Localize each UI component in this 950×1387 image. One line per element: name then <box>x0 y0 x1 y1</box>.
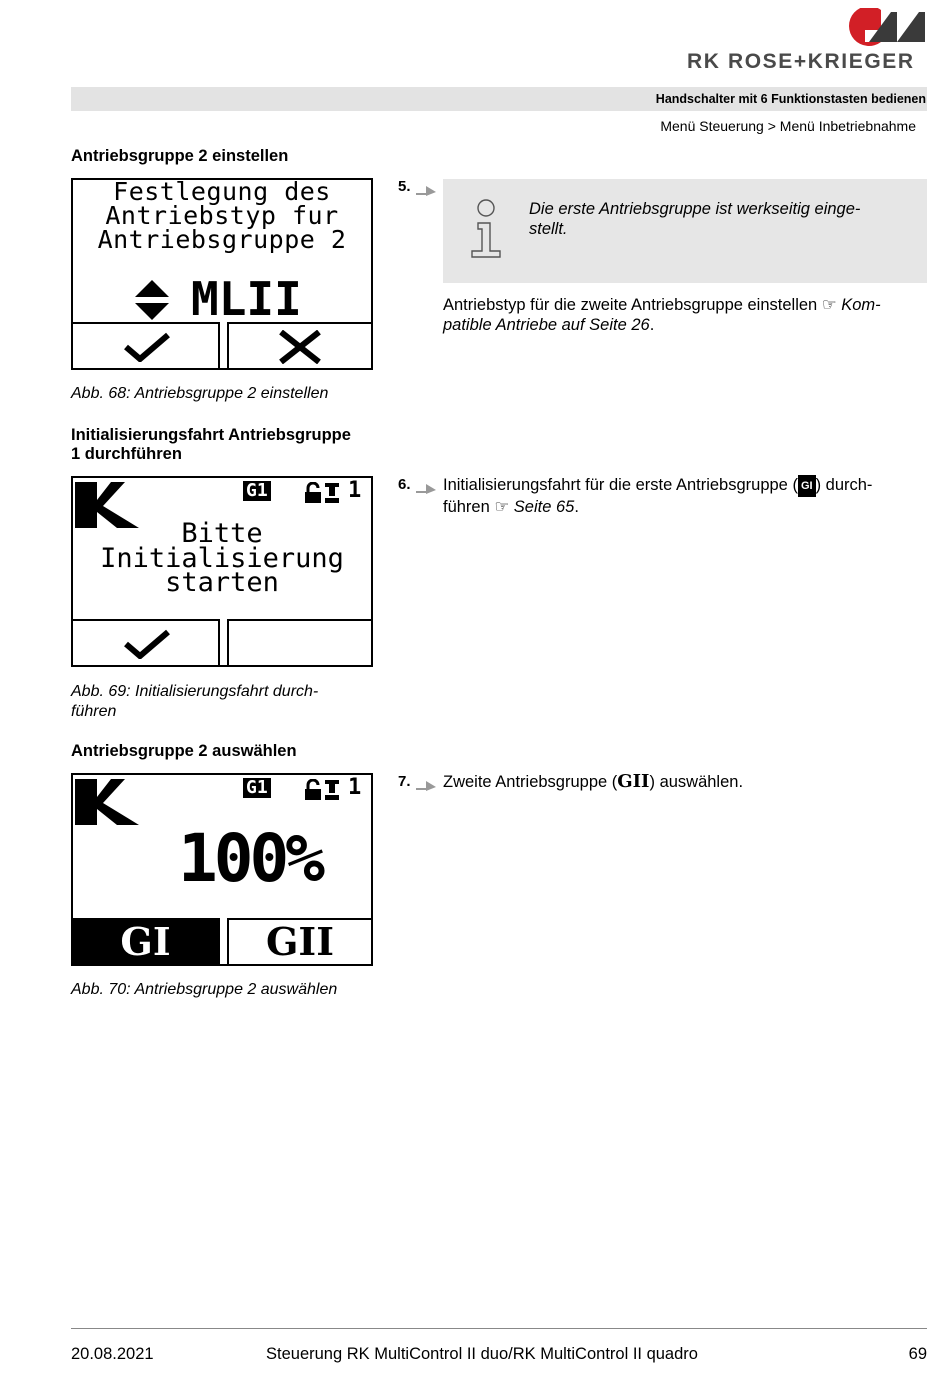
lcd-line: Festlegung des <box>113 178 331 206</box>
section-heading: Antriebsgruppe 2 einstellen <box>71 147 289 165</box>
step-text-end: . <box>574 498 579 516</box>
lock-person-icon <box>305 779 345 801</box>
section-title: Handschalter mit 6 Funktionstasten bedienen <box>655 92 926 106</box>
percent-value: 100% <box>178 820 321 897</box>
reference-hand-icon: ☞ <box>821 296 842 314</box>
info-icon <box>469 199 503 259</box>
footer-divider <box>71 1328 927 1329</box>
step-arrow-icon <box>416 482 436 494</box>
step-text-part: ) auswählen. <box>649 773 744 791</box>
confirm-softkey[interactable] <box>73 619 220 665</box>
lcd-line: Antriebstyp fur <box>105 201 339 230</box>
drive-type-value: MLII <box>191 272 302 326</box>
lcd-line: Initialisierung <box>100 543 344 574</box>
lcd-display <box>71 773 373 966</box>
lcd-display <box>71 178 373 370</box>
step-text <box>443 772 927 792</box>
step-text <box>443 475 927 517</box>
close-icon <box>277 330 323 364</box>
empty-softkey[interactable] <box>227 619 371 665</box>
channel-number: 1 <box>348 478 362 503</box>
softkey-label: GI <box>120 919 171 964</box>
step-number: 5. <box>398 178 411 195</box>
confirm-softkey[interactable] <box>73 322 220 368</box>
cancel-softkey[interactable] <box>227 322 371 368</box>
rk-logo-icon <box>75 779 139 825</box>
section-heading: Antriebsgruppe 2 auswählen <box>71 742 297 760</box>
link-text: patible Antriebe auf Seite 26 <box>443 316 650 334</box>
section-heading <box>71 426 351 464</box>
check-icon <box>123 332 171 362</box>
step-number: 6. <box>398 476 411 493</box>
softkey-label: GII <box>265 919 334 964</box>
figure-caption: Abb. 70: Antriebsgruppe 2 auswählen <box>71 981 338 998</box>
caption-line: Abb. 69: Initialisierungsfahrt durch- <box>71 683 319 700</box>
figure-caption: Abb. 68: Antriebsgruppe 2 einstellen <box>71 385 329 402</box>
step-text-part: Zweite Antriebsgruppe ( <box>443 773 618 791</box>
step-text-end: . <box>649 316 655 334</box>
step-arrow-icon <box>416 779 436 791</box>
group-two-softkey[interactable] <box>227 918 371 964</box>
step-text-part: ) durch- <box>815 476 873 494</box>
footer-title: Steuerung RK MultiControl II duo/RK MultiControl II quadro <box>266 1345 698 1363</box>
check-icon <box>123 629 171 659</box>
note-text-line: Die erste Antriebsgruppe ist werkseitig einge- <box>529 200 861 218</box>
lcd-display <box>71 476 373 667</box>
step-text-part: führen <box>443 498 495 516</box>
lcd-line: Bitte <box>181 518 263 549</box>
group-two-symbol: GII <box>617 771 650 792</box>
step-arrow-icon <box>416 184 436 196</box>
group-badge: G1 <box>243 778 271 798</box>
caption-line: führen <box>71 703 117 720</box>
page-reference-link[interactable]: Seite 65 <box>513 498 575 516</box>
note-text-line: stellt. <box>529 220 568 238</box>
step-text-part: Initialisierungsfahrt für die erste Antriebsgruppe ( <box>443 476 798 494</box>
lcd-line: Antriebsgruppe 2 <box>97 225 347 254</box>
lock-person-icon <box>305 482 345 504</box>
step-number: 7. <box>398 773 411 790</box>
note-text <box>529 199 909 239</box>
info-note <box>443 179 927 283</box>
footer-date: 20.08.2021 <box>71 1345 154 1363</box>
page-number: 69 <box>908 1345 927 1363</box>
group-one-softkey[interactable] <box>73 918 220 964</box>
breadcrumb: Menü Steuerung > Menü Inbetriebnahme <box>660 118 916 134</box>
figure-caption <box>71 682 318 722</box>
group-badge: G1 <box>243 481 271 501</box>
up-down-arrows-icon <box>135 280 169 320</box>
brand-name: RK ROSE+KRIEGER <box>687 50 915 73</box>
group-one-badge: GI <box>798 475 816 497</box>
link-text: Kom- <box>841 296 881 314</box>
heading-line: Initialisierungsfahrt Antriebsgruppe <box>71 426 351 444</box>
channel-number: 1 <box>348 775 362 800</box>
reference-hand-icon: ☞ <box>494 498 514 516</box>
step-text <box>443 295 927 335</box>
heading-line: 1 durchführen <box>71 445 182 463</box>
step-text-part: Antriebstyp für die zweite Antriebsgruppe einstellen <box>443 296 822 314</box>
lcd-line: starten <box>165 567 279 598</box>
